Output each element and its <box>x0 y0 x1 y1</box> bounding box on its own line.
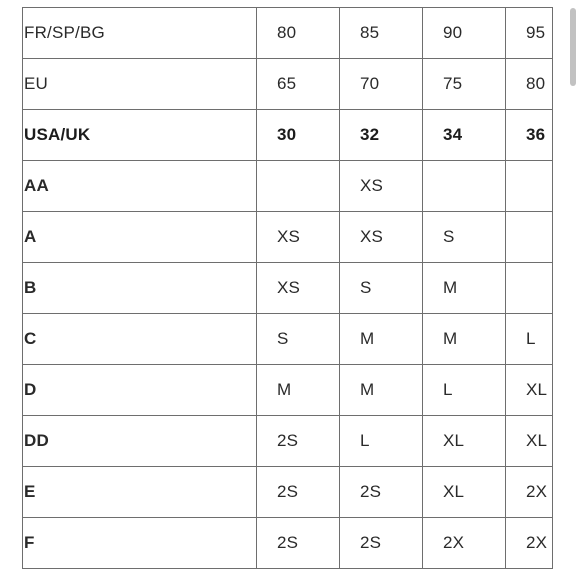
table-cell <box>506 263 553 314</box>
table-cell: XL <box>423 467 506 518</box>
table-cell: 80 <box>506 59 553 110</box>
table-cell: 90 <box>423 8 506 59</box>
table-cell: 85 <box>340 8 423 59</box>
table-cell: 65 <box>257 59 340 110</box>
table-cell: XS <box>257 212 340 263</box>
table-cell: 34 <box>423 110 506 161</box>
table-row-cup-dd <box>23 416 553 467</box>
table-row-cup-e <box>23 467 553 518</box>
table-row-cup-a <box>23 212 553 263</box>
table-cell: 75 <box>423 59 506 110</box>
table-row-cup-d <box>23 365 553 416</box>
table-cell: 2S <box>257 416 340 467</box>
row-label: USA/UK <box>23 110 257 161</box>
vertical-scrollbar[interactable] <box>570 8 576 86</box>
table-cell <box>506 161 553 212</box>
table-cell: 32 <box>340 110 423 161</box>
table-cell: 36 <box>506 110 553 161</box>
row-label: DD <box>23 416 257 467</box>
table-cell: 70 <box>340 59 423 110</box>
table-cell: L <box>423 365 506 416</box>
table-cell <box>423 161 506 212</box>
table-cell: 95 <box>506 8 553 59</box>
table-row-fr-sp-bg <box>23 8 553 59</box>
table-cell: S <box>257 314 340 365</box>
table-cell: XS <box>340 212 423 263</box>
row-label: A <box>23 212 257 263</box>
table-row-eu <box>23 59 553 110</box>
row-label: AA <box>23 161 257 212</box>
table-row-cup-b <box>23 263 553 314</box>
table-cell: L <box>506 314 553 365</box>
table-row-usa-uk <box>23 110 553 161</box>
table-cell: M <box>423 314 506 365</box>
table-cell: S <box>423 212 506 263</box>
table-cell: 2S <box>257 467 340 518</box>
table-cell: XL <box>423 416 506 467</box>
table-cell: 80 <box>257 8 340 59</box>
table-row-cup-c <box>23 314 553 365</box>
table-cell: XS <box>340 161 423 212</box>
table-cell: M <box>423 263 506 314</box>
row-label: B <box>23 263 257 314</box>
row-label: D <box>23 365 257 416</box>
row-label: C <box>23 314 257 365</box>
row-label: EU <box>23 59 257 110</box>
table-cell <box>506 212 553 263</box>
size-conversion-table <box>22 7 553 569</box>
table-cell: M <box>340 314 423 365</box>
table-cell: XS <box>257 263 340 314</box>
row-label: E <box>23 467 257 518</box>
table-row-cup-f <box>23 518 553 569</box>
table-cell: M <box>340 365 423 416</box>
table-cell: XL <box>506 365 553 416</box>
table-cell: 2S <box>257 518 340 569</box>
table-cell: S <box>340 263 423 314</box>
table-cell: M <box>257 365 340 416</box>
table-cell: 2X <box>506 467 553 518</box>
table-cell: 30 <box>257 110 340 161</box>
table-cell: L <box>340 416 423 467</box>
table-cell: 2S <box>340 467 423 518</box>
table-cell: XL <box>506 416 553 467</box>
table-cell <box>257 161 340 212</box>
table-cell: 2S <box>340 518 423 569</box>
table-cell: 2X <box>423 518 506 569</box>
table-row-cup-aa <box>23 161 553 212</box>
row-label: FR/SP/BG <box>23 8 257 59</box>
row-label: F <box>23 518 257 569</box>
table-cell: 2X <box>506 518 553 569</box>
